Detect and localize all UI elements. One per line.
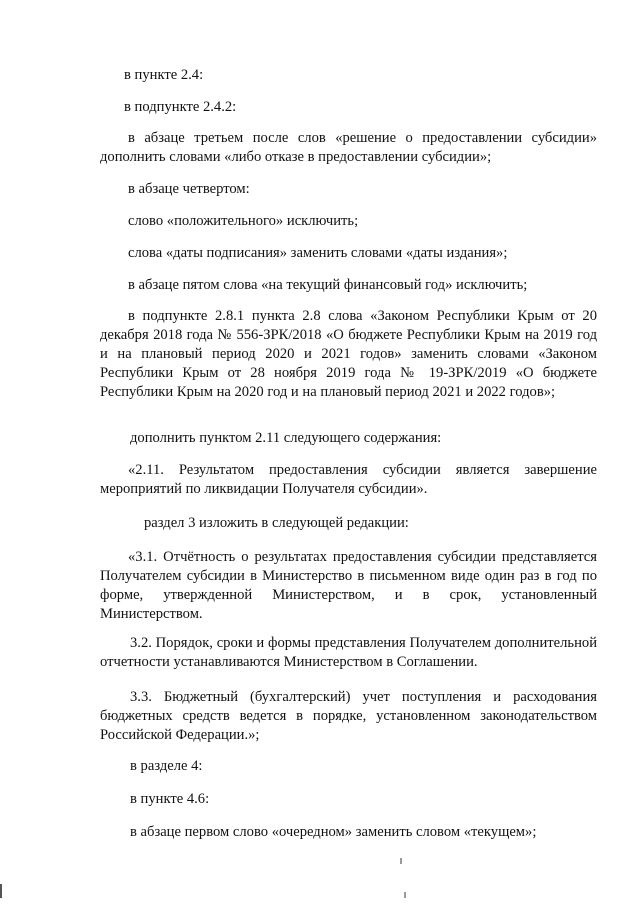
paragraph-2: в подпункте 2.4.2:: [124, 99, 237, 115]
paragraph-3: в абзаце третьем после слов «решение о предоставлении субсидии» дополнить словами «либо отказе в предоставлении субсидии»;: [100, 130, 597, 165]
paragraph-7: в абзаце пятом слова «на текущий финансовый год» исключить;: [128, 277, 528, 293]
paragraph-14: 3.3. Бюджетный (бухгалтерский) учет поступления и расходования бюджетных средств ведется в порядке, установленном законодательством Российской Федерации.»;: [100, 689, 597, 743]
paragraph-8: в подпункте 2.8.1 пункта 2.8 слова «Законом Республики Крым от 20 декабря 2018 года № 556-ЗРК/2018 «О бюджете Республики Крым на 2019 год и на плановый период 2020 и 2021 годов» заменить словами «Законом Республики Крым от 28 ноября 2019 года № 19-ЗРК/2019 «О бюджете Республики Крым на 2020 год и на плановый период 2021 и 2022 годов»;: [100, 308, 597, 400]
paragraph-4: в абзаце четвертом:: [128, 181, 250, 197]
scan-speck-1: [400, 858, 402, 864]
paragraph-13: 3.2. Порядок, сроки и формы представления Получателем дополнительной отчетности устанавливаются Министерством в Соглашении.: [100, 635, 597, 670]
scan-edge-mark: [0, 884, 2, 898]
paragraph-17: в абзаце первом слово «очередном» заменить словом «текущем»;: [130, 824, 537, 840]
paragraph-16: в пункте 4.6:: [130, 791, 210, 807]
paragraph-12: «3.1. Отчётность о результатах предоставления субсидии представляется Получателем субсидии в Министерство в письменном виде один раз в год по форме, утвержденной Министерством, и в срок, установленный Министерством.: [100, 549, 597, 622]
paragraph-6: слова «даты подписания» заменить словами «даты издания»;: [128, 245, 508, 261]
paragraph-5: слово «положительного» исключить;: [128, 213, 359, 229]
paragraph-10: «2.11. Результатом предоставления субсидии является завершение мероприятий по ликвидации Получателя субсидии».: [100, 462, 597, 497]
paragraph-15: в разделе 4:: [130, 758, 203, 774]
paragraph-9: дополнить пунктом 2.11 следующего содержания:: [130, 430, 442, 446]
paragraph-1: в пункте 2.4:: [124, 67, 204, 83]
paragraph-11: раздел 3 изложить в следующей редакции:: [144, 515, 409, 531]
scan-speck-2: [404, 892, 406, 898]
